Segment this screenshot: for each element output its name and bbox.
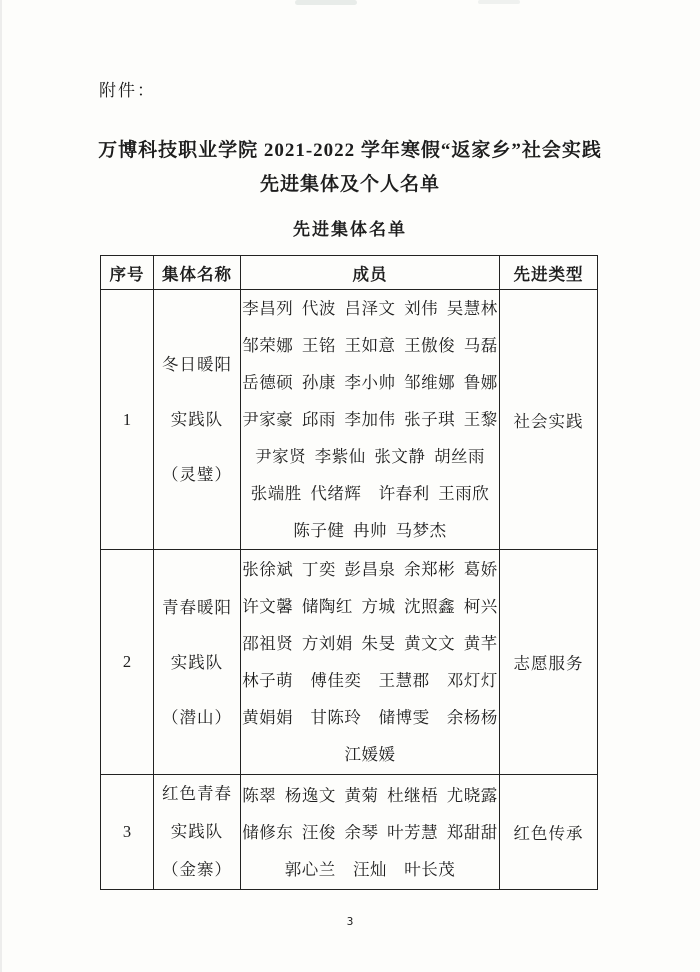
members-cell	[241, 775, 500, 890]
serial-number-cell: 2	[101, 550, 154, 775]
header-collective-name: 集体名称	[154, 256, 241, 290]
table-header-row	[101, 256, 598, 290]
advanced-collectives-table	[100, 255, 598, 890]
header-members: 成员	[241, 256, 500, 290]
member-line: 林子萌 傅佳奕 王慧郡 邓灯灯	[242, 671, 498, 690]
collective-name-cell	[154, 550, 241, 775]
scan-artifact	[478, 0, 520, 4]
collective-name-line: （潜山）	[162, 707, 232, 727]
collective-name-cell	[154, 290, 241, 550]
member-line: 许文馨 储陶红 方城 沈照鑫 柯兴	[242, 597, 498, 616]
member-line: 黄娟娟 甘陈玲 储博雯 余杨杨	[242, 708, 498, 727]
member-line: 储修东 汪俊 余琴 叶芳慧 郑甜甜	[242, 822, 498, 842]
header-advanced-type: 先进类型	[500, 256, 598, 290]
collective-name-line: 实践队	[170, 410, 224, 429]
advanced-type-cell: 社会实践	[500, 290, 598, 550]
collective-name-line: 青春暖阳	[162, 597, 232, 617]
section-title: 先进集体名单	[293, 220, 407, 239]
serial-number-cell: 1	[101, 290, 154, 550]
attachment-label: 附件：	[99, 81, 156, 100]
collective-name-line: 红色青春	[162, 784, 232, 803]
collective-name-line: 实践队	[170, 822, 224, 841]
document-title	[0, 134, 700, 202]
member-line: 尹家贤 李紫仙 张文静 胡丝雨	[255, 447, 485, 466]
members-cell	[241, 290, 500, 550]
table-row	[101, 290, 598, 550]
collective-name-line: （金寨）	[162, 860, 232, 879]
member-line: 张端胜 代绪辉 许春利 王雨欣	[250, 484, 490, 503]
member-line: 邵祖贤 方刘娟 朱旻 黄文文 黄芊	[242, 634, 498, 653]
collective-name-line: （灵璧）	[162, 465, 232, 484]
page-number: 3	[346, 915, 354, 928]
members-cell	[241, 550, 500, 775]
member-line: 江媛媛	[344, 745, 396, 764]
serial-number-cell: 3	[101, 775, 154, 890]
member-line: 邹荣娜 王铭 王如意 王傲俊 马磊	[242, 336, 498, 355]
member-line: 陈翠 杨逸文 黄菊 杜继梧 尤晓露	[242, 785, 498, 805]
advanced-type-cell: 志愿服务	[500, 550, 598, 775]
document-title-line2: 先进集体及个人名单	[259, 174, 440, 195]
advanced-type-cell: 红色传承	[500, 775, 598, 890]
member-line: 张徐斌 丁奕 彭昌泉 余郑彬 葛娇	[242, 560, 498, 579]
collective-name-line: 冬日暖阳	[162, 355, 232, 374]
table-row	[101, 775, 598, 890]
collective-name-line: 实践队	[170, 652, 224, 672]
member-line: 郭心兰 汪灿 叶长茂	[284, 859, 456, 879]
scan-artifact	[295, 0, 357, 5]
document-title-line1: 万博科技职业学院 2021-2022 学年寒假“返家乡”社会实践	[98, 140, 602, 161]
member-line: 李昌列 代波 吕泽文 刘伟 吴慧林	[242, 299, 498, 318]
collective-name-cell	[154, 775, 241, 890]
member-line: 岳德硕 孙康 李小帅 邹维娜 鲁娜	[242, 373, 498, 392]
table-row	[101, 550, 598, 775]
member-line: 陈子健 冉帅 马梦杰	[293, 521, 447, 540]
member-line: 尹家豪 邱雨 李加伟 张子琪 王黎	[242, 410, 498, 429]
header-serial-number: 序号	[101, 256, 154, 290]
